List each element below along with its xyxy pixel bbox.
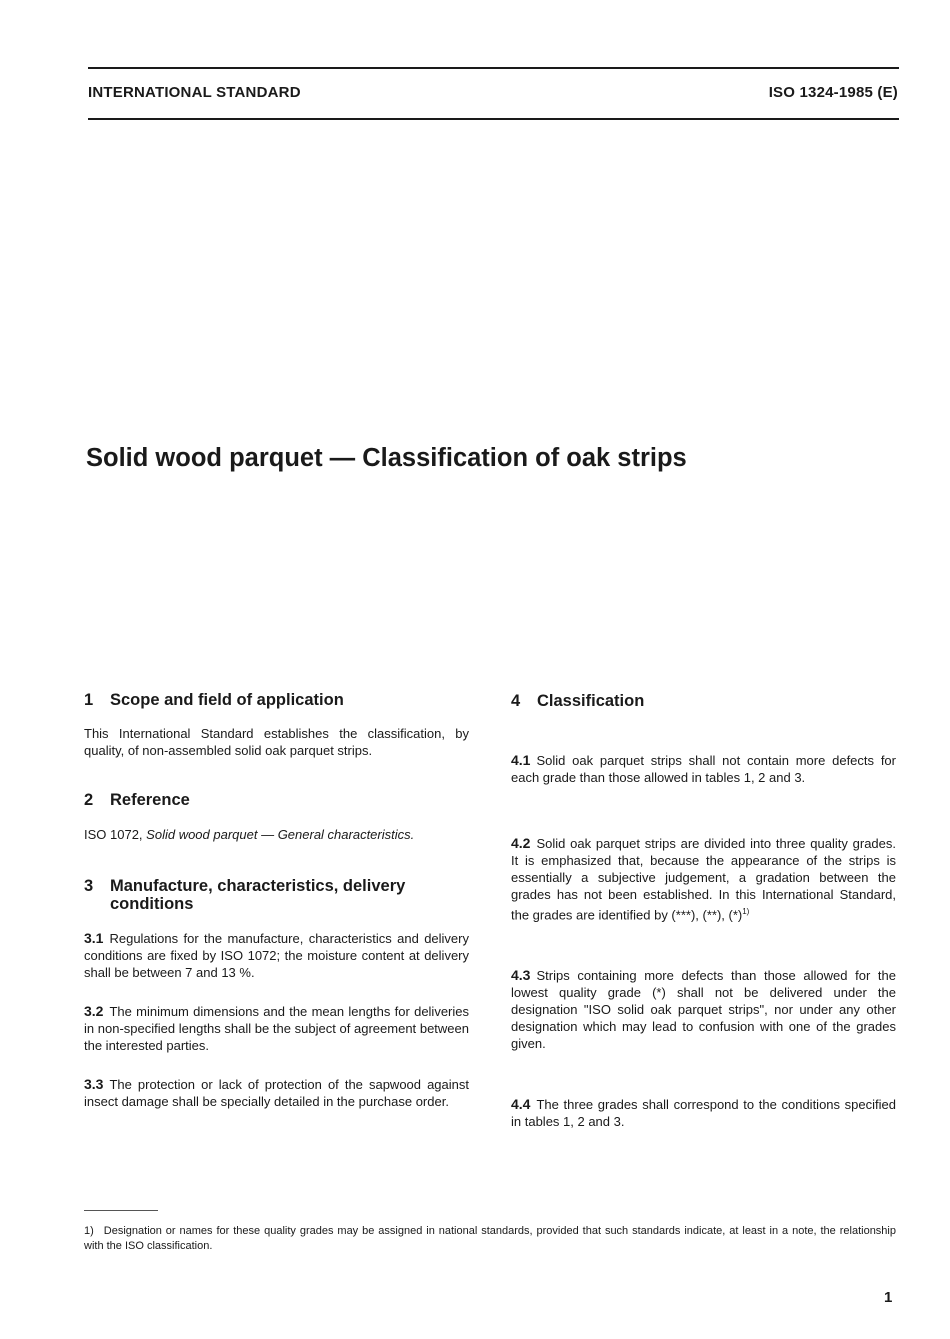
- paragraph-3-3: [84, 1076, 469, 1110]
- paragraph-text: Strips containing more defects than those allowed for the lowest quality grade (*) shall not be delivered under the designation "ISO solid oak parquet strips", nor under any other designation which may lead to confusion with one of the grades given.: [511, 968, 896, 1052]
- section-title: Scope and field of application: [110, 691, 344, 709]
- section-4: [511, 692, 896, 1130]
- footnote-separator: [84, 1210, 158, 1211]
- section-heading: [84, 691, 469, 709]
- paragraph: [84, 725, 469, 759]
- paragraph-number: 4.4: [511, 1096, 531, 1113]
- header-right: ISO 1324-1985 (E): [768, 84, 898, 101]
- section-title: Reference: [110, 791, 190, 809]
- paragraph-text: Solid oak parquet strips shall not contain more defects for each grade than those allowed in tables 1, 2 and 3.: [511, 753, 896, 785]
- footnote-reference: 1): [742, 907, 750, 916]
- header-top-rule: [88, 67, 899, 69]
- header-left: INTERNATIONAL STANDARD: [88, 84, 301, 101]
- paragraph-3-1: [84, 930, 469, 981]
- paragraph-text: Solid oak parquet strips are divided into three quality grades. It is emphasized that, because the appearance of the strips is essentially a subjective judgement, a gradation between the grades has not been established. In this International Standard, the grades are identified by (***), (**), (*): [511, 836, 896, 923]
- document-title: Solid wood parquet — Classification of oak strips: [86, 444, 687, 472]
- section-number: 1: [84, 691, 94, 709]
- section-number: 4: [511, 692, 521, 710]
- paragraph-4-4: [511, 1096, 896, 1130]
- header-bottom-rule: [88, 118, 899, 120]
- paragraph-text: The minimum dimensions and the mean lengths for deliveries in non-specified lengths shall be the subject of agreement between the interested parties.: [84, 1004, 469, 1053]
- paragraph-text: The three grades shall correspond to the conditions specified in tables 1, 2 and 3.: [511, 1097, 896, 1130]
- footnote-mark: 1): [84, 1225, 94, 1237]
- paragraph-3-2: [84, 1003, 469, 1054]
- paragraph-number: 4.2: [511, 835, 531, 851]
- section-heading: [84, 791, 469, 809]
- paragraph-4-3: [511, 967, 896, 1052]
- section-heading: [511, 692, 896, 710]
- footnote: [84, 1224, 896, 1254]
- reference-code: ISO 1072,: [84, 827, 143, 842]
- section-title: Manufacture, characteristics, delivery conditions: [110, 877, 406, 913]
- section-number: 3: [84, 877, 94, 895]
- reference-title: Solid wood parquet — General characteristics.: [146, 827, 415, 842]
- section-1: [84, 691, 469, 759]
- section-heading: [84, 877, 469, 913]
- section-number: 2: [84, 791, 94, 809]
- paragraph-text: This International Standard establishes the classification, by quality, of non-assembled solid oak parquet strips.: [84, 726, 469, 758]
- section-3: [84, 877, 469, 1110]
- footnote-text: Designation or names for these quality grades may be assigned in national standards, provided that such standards indicate, at least in a note, the relationship with the ISO classification.: [84, 1225, 896, 1252]
- paragraph-number: 4.1: [511, 752, 531, 768]
- paragraph-number: 3.3: [84, 1076, 104, 1092]
- paragraph-number: 4.3: [511, 967, 531, 984]
- section-2: [84, 791, 469, 843]
- paragraph-text: Regulations for the manufacture, characteristics and delivery conditions are fixed by ISO 1072; the moisture content at delivery shall be between 7 and 13 %.: [84, 931, 469, 980]
- section-title: Classification: [537, 692, 645, 710]
- paragraph-number: 3.1: [84, 930, 104, 946]
- paragraph-4-2: [511, 835, 896, 923]
- page-number: 1: [884, 1289, 893, 1306]
- paragraph-text: The protection or lack of protection of the sapwood against insect damage shall be specially detailed in the purchase order.: [84, 1077, 469, 1109]
- paragraph-4-1: [511, 752, 896, 786]
- paragraph-number: 3.2: [84, 1003, 104, 1019]
- reference-entry: [84, 826, 469, 843]
